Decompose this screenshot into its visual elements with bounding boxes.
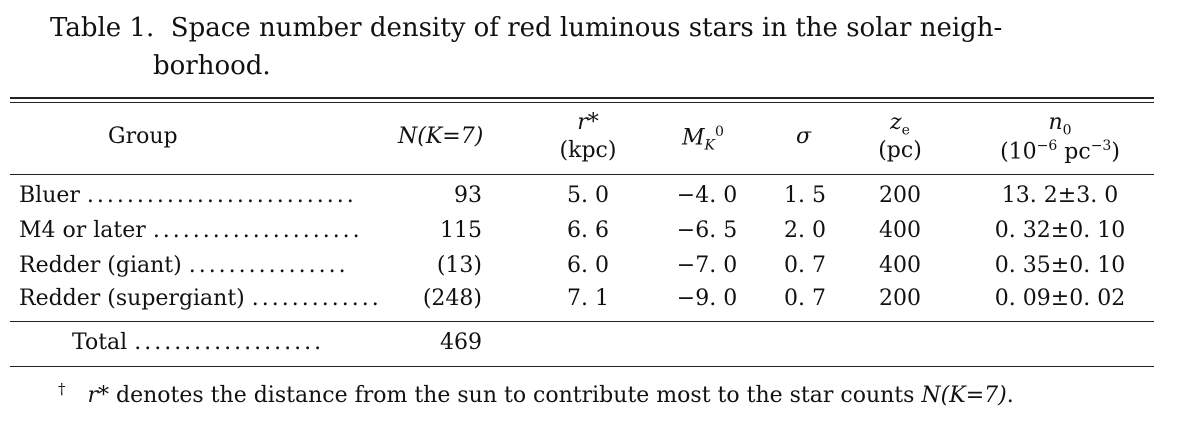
row-ze-value: 400 <box>879 253 921 278</box>
total-label: Total <box>72 330 128 355</box>
header-r-symbol: r* <box>577 110 599 135</box>
header-sigma: σ <box>796 124 812 149</box>
row-group-cell <box>19 286 382 311</box>
row-sigma-value: 2. 0 <box>784 218 826 243</box>
header-n0-unit-c: ) <box>1111 139 1120 165</box>
row-n-value: (248) <box>422 286 482 311</box>
table-footnote <box>58 380 1014 408</box>
header-n0-unit-a: (10 <box>1000 139 1037 165</box>
row-r-value: 6. 0 <box>567 253 609 278</box>
row-sigma-value: 0. 7 <box>784 286 826 311</box>
header-rule <box>10 174 1154 175</box>
header-ze <box>862 110 938 138</box>
header-r-unit: (kpc) <box>559 138 617 163</box>
header-n0-sub: 0 <box>1062 122 1072 139</box>
row-mk-value: −9. 0 <box>676 286 738 311</box>
row-r-value: 7. 1 <box>567 286 609 311</box>
header-n: N(K=7) <box>398 124 484 149</box>
row-leader-dots: ............. <box>251 286 382 311</box>
row-n-value: (13) <box>436 253 482 278</box>
header-n0-unit-exp2: −3 <box>1090 138 1112 154</box>
row-group-label: Redder (supergiant) <box>19 286 245 311</box>
row-sigma-value: 0. 7 <box>784 253 826 278</box>
header-n0-symbol: n <box>1048 110 1063 135</box>
header-ze-symbol: z <box>890 110 902 135</box>
header-mk-symbol: M <box>682 125 705 151</box>
header-ze-sub: e <box>901 122 910 139</box>
row-ze-value: 400 <box>879 218 921 243</box>
row-group-cell <box>19 183 357 208</box>
row-r-value: 6. 6 <box>567 218 609 243</box>
row-group-label: Bluer <box>19 183 80 208</box>
row-n-value: 115 <box>440 218 482 243</box>
caption-text-line2: borhood. <box>153 51 271 81</box>
top-rule-thin <box>10 102 1154 103</box>
header-ze-unit: (pc) <box>878 138 922 163</box>
row-leader-dots: ..................... <box>152 218 363 243</box>
row-leader-dots: ........................... <box>86 183 357 208</box>
row-leader-dots: ................ <box>188 253 349 278</box>
header-n0-unit <box>990 138 1130 164</box>
header-n0 <box>990 110 1130 138</box>
row-mk-value: −6. 5 <box>676 218 738 243</box>
caption-text-line1: Space number density of red luminous stars in the solar neigh- <box>170 13 1003 43</box>
header-mk-sub: K <box>704 137 715 154</box>
body-end-rule <box>10 321 1154 322</box>
row-n0-value: 13. 2±3. 0 <box>1001 183 1119 208</box>
top-rule-thick <box>10 97 1154 99</box>
header-r <box>548 110 628 135</box>
row-mk-value: −7. 0 <box>676 253 738 278</box>
row-group-cell <box>19 218 363 243</box>
footnote-nk: N(K=7) <box>921 383 1007 408</box>
row-n0-value: 0. 32±0. 10 <box>994 218 1126 243</box>
footnote-symbol: r* <box>87 383 110 408</box>
footnote-text: denotes the distance from the sun to contribute most to the star counts <box>109 383 922 408</box>
caption-label: Table 1. <box>50 13 155 43</box>
row-n-value: 93 <box>454 183 482 208</box>
header-mk-sup: 0 <box>715 124 724 140</box>
row-r-value: 5. 0 <box>567 183 609 208</box>
row-group-label: M4 or later <box>19 218 146 243</box>
header-n0-unit-exp1: −6 <box>1036 138 1058 154</box>
row-sigma-value: 1. 5 <box>784 183 826 208</box>
table-caption <box>50 10 1160 81</box>
footnote-mark: † <box>58 380 66 398</box>
header-n0-unit-b: pc <box>1057 139 1091 165</box>
row-group-label: Redder (giant) <box>19 253 182 278</box>
row-ze-value: 200 <box>879 286 921 311</box>
header-mk <box>682 124 724 154</box>
row-ze-value: 200 <box>879 183 921 208</box>
total-n-value: 469 <box>440 330 482 355</box>
total-leader-dots: ................... <box>134 330 325 355</box>
row-mk-value: −4. 0 <box>676 183 738 208</box>
row-n0-value: 0. 35±0. 10 <box>994 253 1126 278</box>
row-group-cell <box>19 253 349 278</box>
total-group-cell <box>72 330 324 355</box>
row-n0-value: 0. 09±0. 02 <box>994 286 1126 311</box>
header-group: Group <box>108 124 178 149</box>
footnote-end: . <box>1006 383 1014 408</box>
total-rule <box>10 366 1154 367</box>
